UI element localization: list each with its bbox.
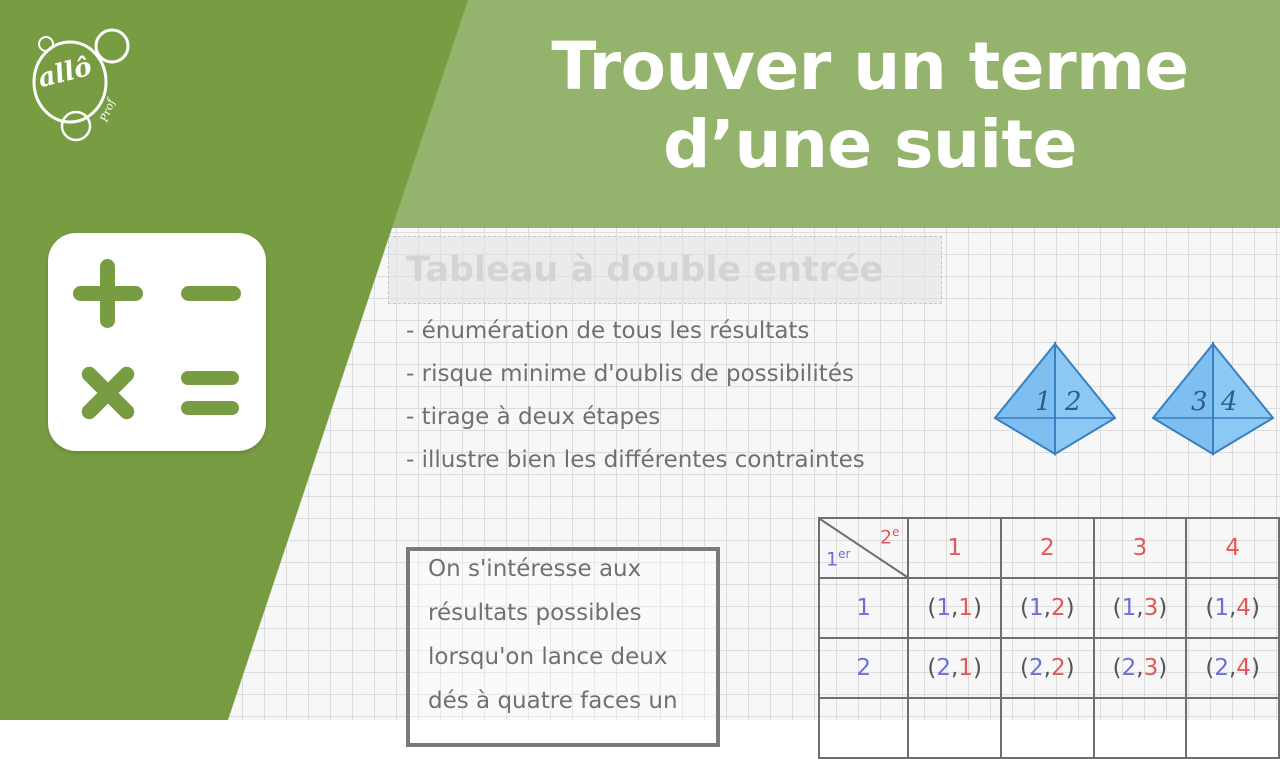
svg-text:2: 2: [1065, 387, 1082, 417]
svg-text:3: 3: [1191, 387, 1208, 417]
column-header: 4: [1186, 518, 1279, 578]
table-cell: (2,2): [1001, 638, 1094, 698]
table-row: [819, 578, 1279, 638]
svg-text:1: 1: [1035, 387, 1052, 417]
calculator-operations-icon: [48, 233, 266, 451]
tetrahedral-die-icon: [993, 340, 1117, 458]
double-entry-table: [818, 517, 1280, 759]
note-line: lorsqu'on lance deux: [428, 644, 668, 670]
title-line-2: d’une suite: [663, 106, 1077, 183]
table-row: [819, 698, 1279, 758]
table-cell: (2,4): [1186, 638, 1279, 698]
logo-subtext: Prof: [97, 97, 118, 124]
column-axis-label: 2: [880, 526, 893, 549]
column-header: 2: [1001, 518, 1094, 578]
svg-text:4: 4: [1221, 387, 1238, 417]
slide-heading: Tableau à double entrée: [406, 250, 884, 290]
table-cell: (1,3): [1094, 578, 1187, 638]
bullet-item: - risque minime d'oublis de possibilités: [406, 361, 854, 387]
table-cell: (1,1): [908, 578, 1001, 638]
logo-text: allô: [35, 51, 95, 95]
table-cell: (1,4): [1186, 578, 1279, 638]
column-header: 3: [1094, 518, 1187, 578]
note-line: On s'intéresse aux: [428, 556, 642, 582]
page-title: [470, 28, 1270, 184]
tetrahedral-die-icon: [1151, 340, 1275, 458]
table-cell: (1,2): [1001, 578, 1094, 638]
row-axis-label: 1: [826, 548, 839, 571]
note-text: [428, 556, 678, 732]
note-line: dés à quatre faces un: [428, 688, 678, 714]
bullet-item: - énumération de tous les résultats: [406, 318, 810, 344]
table-corner-cell: 1er 2e: [819, 518, 908, 578]
table-row: [819, 638, 1279, 698]
table-cell: (2,3): [1094, 638, 1187, 698]
bullet-list: [406, 318, 865, 490]
table-cell: (2,1): [908, 638, 1001, 698]
title-line-1: Trouver un terme: [551, 28, 1189, 105]
bullet-item: - tirage à deux étapes: [406, 404, 661, 430]
allo-prof-logo-icon: [26, 22, 138, 146]
row-header: 1: [819, 578, 908, 638]
note-line: résultats possibles: [428, 600, 642, 626]
bullet-item: - illustre bien les différentes contraintes: [406, 447, 865, 473]
row-header: 2: [819, 638, 908, 698]
column-header: 1: [908, 518, 1001, 578]
